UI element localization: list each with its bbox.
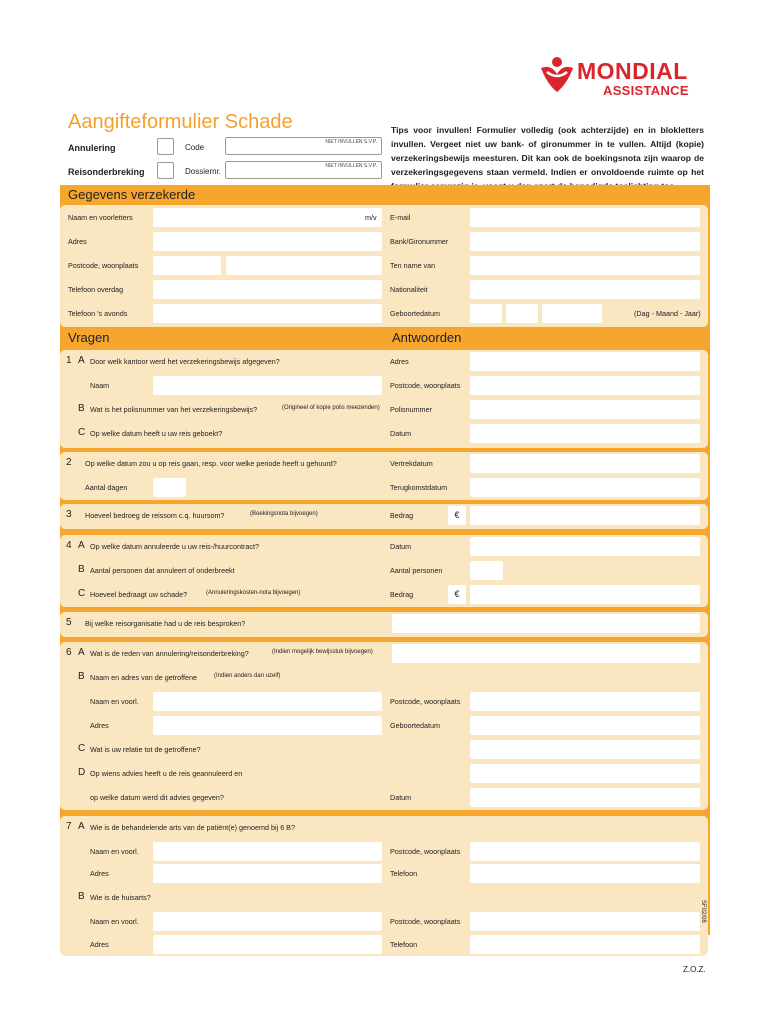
- geb-maand-input[interactable]: [506, 304, 538, 323]
- q1c-text: Op welke datum heeft u uw reis geboekt?: [90, 429, 223, 438]
- tel-avond-label: Telefoon 's avonds: [68, 309, 128, 318]
- section-gegevens-header: [60, 185, 710, 207]
- q6d-letter: D: [78, 767, 86, 778]
- section-gegevens-title: Gegevens verzekerde: [68, 187, 196, 202]
- zoz-note: Z.O.Z.: [683, 965, 706, 974]
- q6-adres-input[interactable]: [153, 716, 382, 735]
- annulering-checkbox[interactable]: [157, 138, 174, 155]
- tennaam-input[interactable]: [470, 256, 700, 275]
- geb-jaar-input[interactable]: [542, 304, 602, 323]
- q2-dagen-label: Aantal dagen: [85, 483, 128, 492]
- q7-number: 7: [66, 821, 72, 832]
- niet-invullen-note: NIET INVULLEN S.V.P.: [325, 163, 377, 169]
- postcode-input[interactable]: [153, 256, 221, 275]
- q1b-text: Wat is het polisnummer van het verzekeringsbewijs?: [90, 405, 258, 414]
- tel-dag-input[interactable]: [153, 280, 382, 299]
- q4c-letter: C: [78, 588, 86, 599]
- q6c-letter: C: [78, 743, 86, 754]
- q1-postcode-label: Postcode, woonplaats: [390, 381, 461, 390]
- q3-bedrag-label: Bedrag: [390, 511, 414, 520]
- q6d-text2: op welke datum werd dit advies gegeven?: [90, 793, 224, 802]
- q2-vertrek-label: Vertrekdatum: [390, 459, 433, 468]
- nationaliteit-label: Nationaliteit: [390, 285, 428, 294]
- q1-datum-input[interactable]: [470, 424, 700, 443]
- q7-adres2-input[interactable]: [153, 935, 382, 954]
- q4a-letter: A: [78, 540, 85, 551]
- q6d-text: Op wiens advies heeft u de reis geannuleerd en: [90, 769, 243, 778]
- q4b-letter: B: [78, 564, 85, 575]
- q4-datum-input[interactable]: [470, 537, 700, 556]
- q4-datum-label: Datum: [390, 542, 412, 551]
- q3-note: (Boekingsnota bijvoegen): [250, 511, 318, 517]
- q7-naam2-label: Naam en voorl.: [90, 917, 139, 926]
- q6c-input[interactable]: [470, 740, 700, 759]
- page-title: Aangifteformulier Schade: [68, 111, 293, 133]
- q7-postcode-label: Postcode, woonplaats: [390, 847, 461, 856]
- naam-label: Naam en voorletters: [68, 213, 133, 222]
- q6a-note: (Indien mogelijk bewijsstuk bijvoegen): [272, 649, 373, 655]
- tennaam-label: Ten name van: [390, 261, 436, 270]
- q1-naam-input[interactable]: [153, 376, 382, 395]
- q6-datum-input[interactable]: [470, 788, 700, 807]
- q7-postcode2-label: Postcode, woonplaats: [390, 917, 461, 926]
- q6a-text: Wat is de reden van annulering/reisonderbreking?: [90, 649, 249, 658]
- q5-text: Bij welke reisorganisatie had u de reis besproken?: [85, 619, 246, 628]
- q7-naam-label: Naam en voorl.: [90, 847, 139, 856]
- q6a-input[interactable]: [392, 644, 700, 663]
- q4-personen-input[interactable]: [470, 561, 503, 580]
- adres-label: Adres: [68, 237, 87, 246]
- tips-text: Tips voor invullen! Formulier volledig (ook achterzijde) en in blokletters invullen. Vergeet niet uw bank- of gironummer in te vullen. Altijd (kopie) verzekeringsbewijs meesturen. Dit kan ook de boekingsnota zijn waarop de verzekeringsgegevens staan vermeld. Indien er onvoldoende ruimte op het: [391, 125, 704, 177]
- q6b-note: (Indien anders dan uzelf): [214, 673, 281, 679]
- section-vragen-title: Vragen: [68, 330, 110, 345]
- q7-adres2-label: Adres: [90, 940, 109, 949]
- q4-bedrag-label: Bedrag: [390, 590, 414, 599]
- q4b-text: Aantal personen dat annuleert of onderbreekt: [90, 566, 235, 575]
- q5-input[interactable]: [392, 614, 700, 633]
- q7b-text: Wie is de huisarts?: [90, 893, 151, 902]
- dossiernr-field[interactable]: [225, 161, 382, 179]
- q1-adres-label: Adres: [390, 357, 409, 366]
- email-input[interactable]: [470, 208, 700, 227]
- q6-postcode-input[interactable]: [470, 692, 700, 711]
- annulering-label: Annulering: [68, 143, 116, 153]
- q7-naam-input[interactable]: [153, 842, 382, 861]
- q7-naam2-input[interactable]: [153, 912, 382, 931]
- q7-telefoon-label: Telefoon: [390, 869, 418, 878]
- mv-label: m/v: [365, 213, 377, 222]
- q1-adres-input[interactable]: [470, 352, 700, 371]
- mondial-emblem-icon: [537, 54, 577, 94]
- geboortedatum-label: Geboortedatum: [390, 309, 440, 318]
- tel-avond-input[interactable]: [153, 304, 382, 323]
- niet-invullen-note: NIET INVULLEN S.V.P.: [325, 139, 377, 145]
- q2-number: 2: [66, 457, 72, 468]
- q4a-text: Op welke datum annuleerde u uw reis-/huurcontract?: [90, 542, 259, 551]
- woonplaats-input[interactable]: [226, 256, 382, 275]
- q7a-text: Wie is de behandelende arts van de patiënt(e) genoemd bij 6 B?: [90, 823, 295, 832]
- q2-text: Op welke datum zou u op reis gaan, resp. voor welke periode heeft u gehuurd?: [85, 459, 337, 468]
- adres-input[interactable]: [153, 232, 382, 251]
- code-field[interactable]: [225, 137, 382, 155]
- q6b-letter: B: [78, 671, 85, 682]
- q7-adres-label: Adres: [90, 869, 109, 878]
- q1-number: 1: [66, 355, 72, 366]
- geb-dag-input[interactable]: [470, 304, 502, 323]
- q4c-text: Hoeveel bedraagt uw schade?: [90, 590, 188, 599]
- q7a-letter: A: [78, 821, 85, 832]
- form-code: SF02/08: [700, 900, 706, 923]
- q1a-letter: A: [78, 355, 85, 366]
- bank-input[interactable]: [470, 232, 700, 251]
- q1b-note: (Origineel of kopie polis meezenden): [282, 405, 380, 411]
- q3-text: Hoeveel bedroeg de reissom c.q. huursom?: [85, 511, 225, 520]
- q7-telefoon2-input[interactable]: [470, 935, 700, 954]
- nationaliteit-input[interactable]: [470, 280, 700, 299]
- q1b-letter: B: [78, 403, 85, 414]
- q4-bedrag-input[interactable]: [470, 585, 700, 604]
- q1-datum-label: Datum: [390, 429, 412, 438]
- q6-postcode-label: Postcode, woonplaats: [390, 697, 461, 706]
- naam-input[interactable]: [153, 208, 382, 227]
- q2-terug-input[interactable]: [470, 478, 700, 497]
- q1-polis-input[interactable]: [470, 400, 700, 419]
- q4-euro-sign: €: [448, 585, 466, 604]
- q1-polis-label: Polisnummer: [390, 405, 432, 414]
- q1-postcode-input[interactable]: [470, 376, 700, 395]
- q7-postcode2-input[interactable]: [470, 912, 700, 931]
- q7b-letter: B: [78, 891, 85, 902]
- mondial-logo: [537, 52, 717, 102]
- q3-number: 3: [66, 509, 72, 520]
- q1c-letter: C: [78, 427, 86, 438]
- q4-number: 4: [66, 540, 72, 551]
- q7-telefoon-input[interactable]: [470, 864, 700, 883]
- section-antwoorden-title: Antwoorden: [392, 330, 462, 345]
- q3-bedrag-input[interactable]: [470, 506, 700, 525]
- q7-adres-input[interactable]: [153, 864, 382, 883]
- q1-naam-label: Naam: [90, 381, 110, 390]
- q6c-text: Wat is uw relatie tot de getroffene?: [90, 745, 201, 754]
- q1a-text: Door welk kantoor werd het verzekeringsbewijs afgegeven?: [90, 357, 280, 366]
- q4c-note: (Annuleringskosten-nota bijvoegen): [206, 590, 301, 596]
- reisonderbreking-label: Reisonderbreking: [68, 167, 145, 177]
- q2-dagen-input[interactable]: [153, 478, 186, 497]
- q6-number: 6: [66, 647, 72, 658]
- q6b-text: Naam en adres van de getroffene: [90, 673, 197, 682]
- q6-naam-input[interactable]: [153, 692, 382, 711]
- bank-label: Bank/Gironummer: [390, 237, 449, 246]
- q6-adres-label: Adres: [90, 721, 109, 730]
- dossiernr-label: Dossiernr.: [185, 167, 222, 176]
- datum-format-hint: (Dag - Maand - Jaar): [634, 309, 701, 318]
- email-label: E-mail: [390, 213, 411, 222]
- q6-datum-label: Datum: [390, 793, 412, 802]
- code-label: Code: [185, 143, 205, 152]
- q6-geboorte-input[interactable]: [470, 716, 700, 735]
- section-vragen-header: [60, 328, 384, 348]
- q3-euro-sign: €: [448, 506, 466, 525]
- q7-telefoon2-label: Telefoon: [390, 940, 418, 949]
- q6a-letter: A: [78, 647, 85, 658]
- q7-postcode-input[interactable]: [470, 842, 700, 861]
- section-antwoorden-header: [384, 328, 710, 348]
- q2-terug-label: Terugkomstdatum: [390, 483, 448, 492]
- q6d-input[interactable]: [470, 764, 700, 783]
- q6-naam-label: Naam en voorl.: [90, 697, 139, 706]
- q5-number: 5: [66, 617, 72, 628]
- brand-name: MONDIAL: [577, 58, 688, 84]
- q2-vertrek-input[interactable]: [470, 454, 700, 473]
- brand-subname: ASSISTANCE: [603, 83, 689, 98]
- q6-geboorte-label: Geboortedatum: [390, 721, 440, 730]
- reisonderbreking-checkbox[interactable]: [157, 162, 174, 179]
- postcode-label: Postcode, woonplaats: [68, 261, 139, 270]
- tel-dag-label: Telefoon overdag: [68, 285, 124, 294]
- q4-personen-label: Aantal personen: [390, 566, 443, 575]
